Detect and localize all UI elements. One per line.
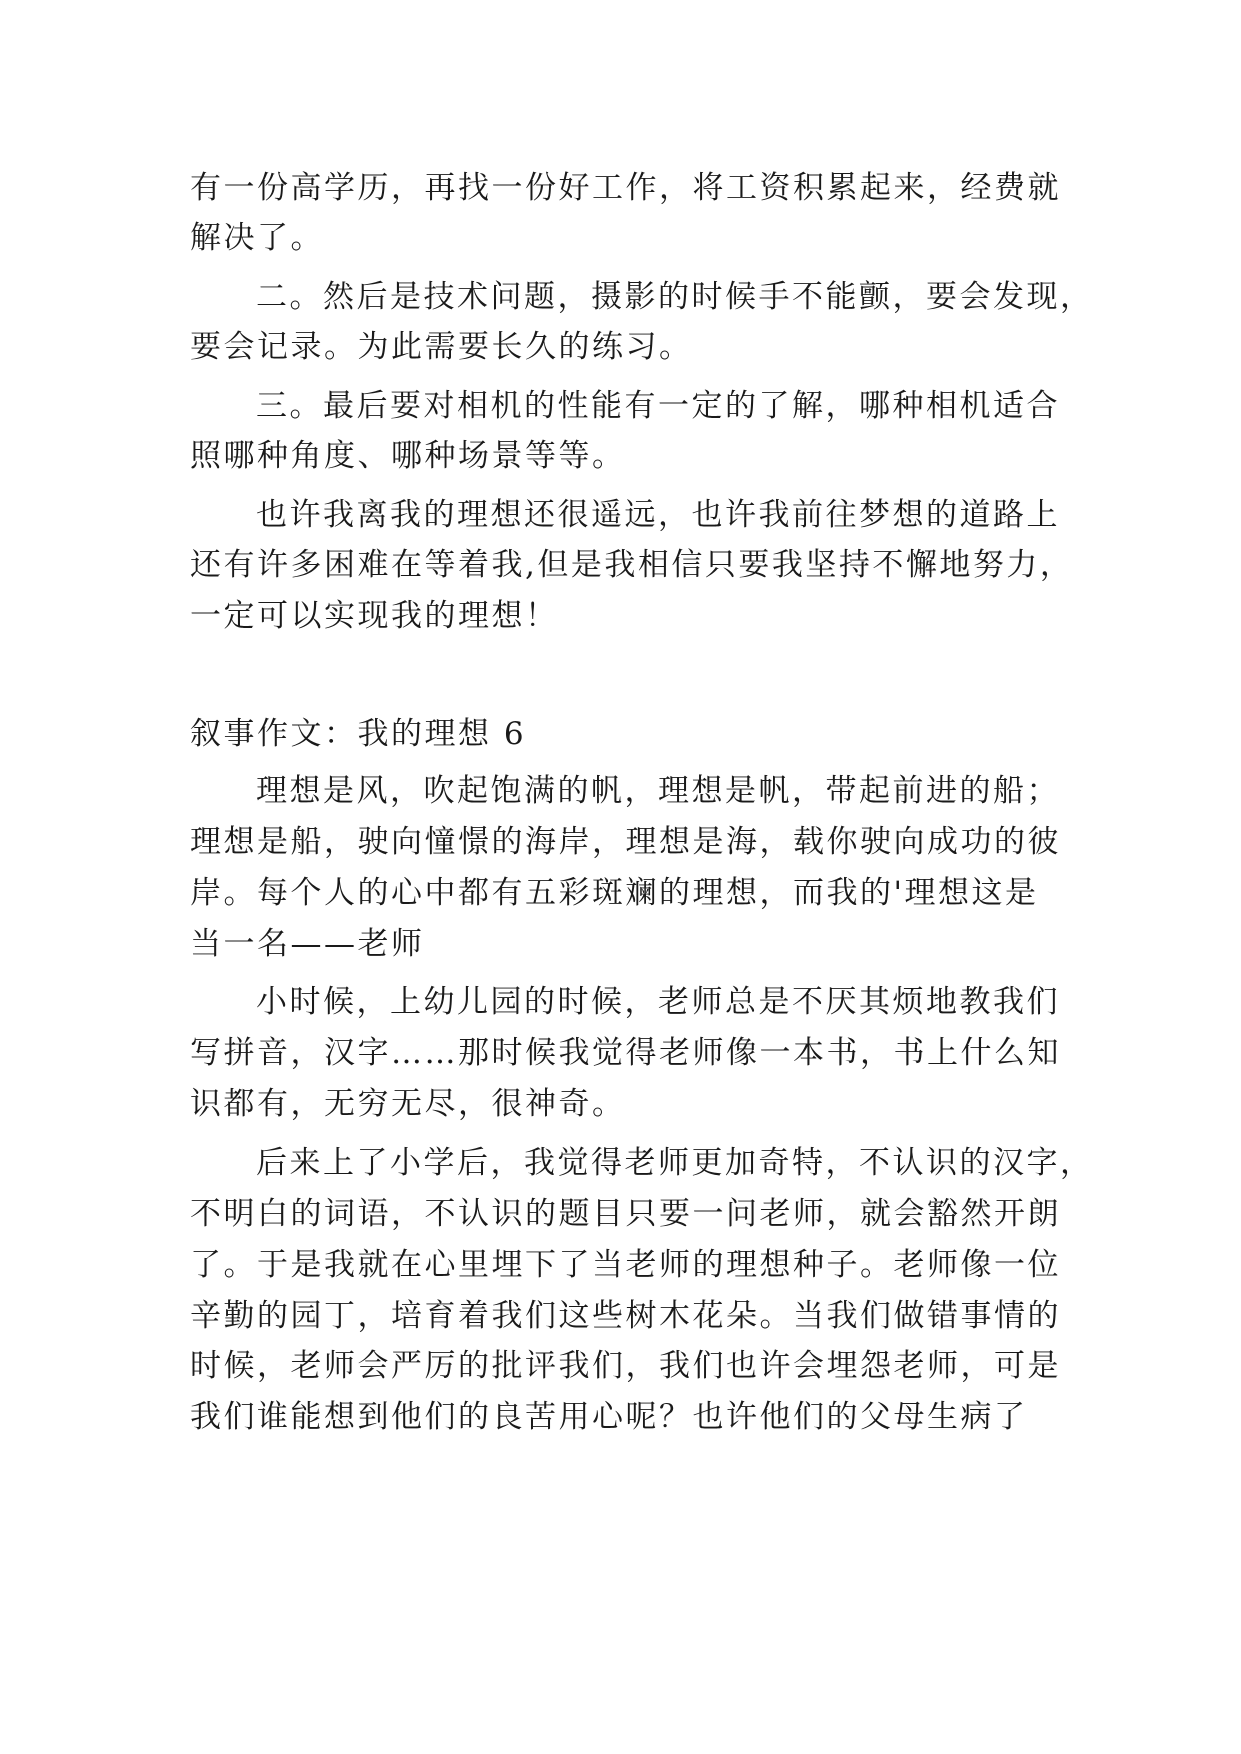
paragraph-line: 还有许多困难在等着我,但是我相信只要我坚持不懈地努力， [190,547,1074,583]
paragraph-line: 三。最后要对相机的性能有一定的了解，哪种相机适合 [256,388,1060,424]
section-heading: 叙事作文：我的理想 6 [190,716,527,752]
paragraph-line: 岸。每个人的心中都有五彩斑斓的理想，而我的'理想这是 [190,875,1039,911]
paragraph-line: 一定可以实现我的理想！ [190,598,559,634]
paragraph-line: 理想是船，驶向憧憬的海岸，理想是海，载你驶向成功的彼 [190,824,1061,860]
paragraph-line: 时候，老师会严厉的批评我们，我们也许会埋怨老师，可是 [190,1348,1061,1384]
paragraph-line: 辛勤的园丁，培育着我们这些树木花朵。当我们做错事情的 [190,1298,1061,1334]
paragraph-line: 不明白的词语，不认识的题目只要一问老师，就会豁然开朗 [190,1196,1061,1232]
paragraph-line: 二。然后是技术问题，摄影的时候手不能颤，要会发现， [256,279,1094,315]
paragraph-line: 理想是风，吹起饱满的帆，理想是帆，带起前进的船； [256,773,1060,809]
paragraph-line: 了。于是我就在心里埋下了当老师的理想种子。老师像一位 [190,1247,1061,1283]
paragraph-line: 写拼音，汉字……那时候我觉得老师像一本书，书上什么知 [190,1035,1061,1071]
paragraph-line: 后来上了小学后，我觉得老师更加奇特，不认识的汉字， [256,1145,1094,1181]
paragraph-line: 小时候，上幼儿园的时候，老师总是不厌其烦地教我们 [256,984,1060,1020]
paragraph-line: 我们谁能想到他们的良苦用心呢？也许他们的父母生病了 [190,1399,1028,1435]
paragraph-line: 要会记录。为此需要长久的练习。 [190,329,693,365]
paragraph-line: 有一份高学历，再找一份好工作，将工资积累起来，经费就 [190,170,1061,206]
paragraph-line: 照哪种角度、哪种场景等等。 [190,438,626,474]
paragraph-line: 也许我离我的理想还很遥远，也许我前往梦想的道路上 [256,497,1060,533]
paragraph-line: 当一名——老师 [190,926,425,962]
paragraph-line: 解决了。 [190,220,324,256]
paragraph-line: 识都有，无穷无尽，很神奇。 [190,1086,626,1122]
